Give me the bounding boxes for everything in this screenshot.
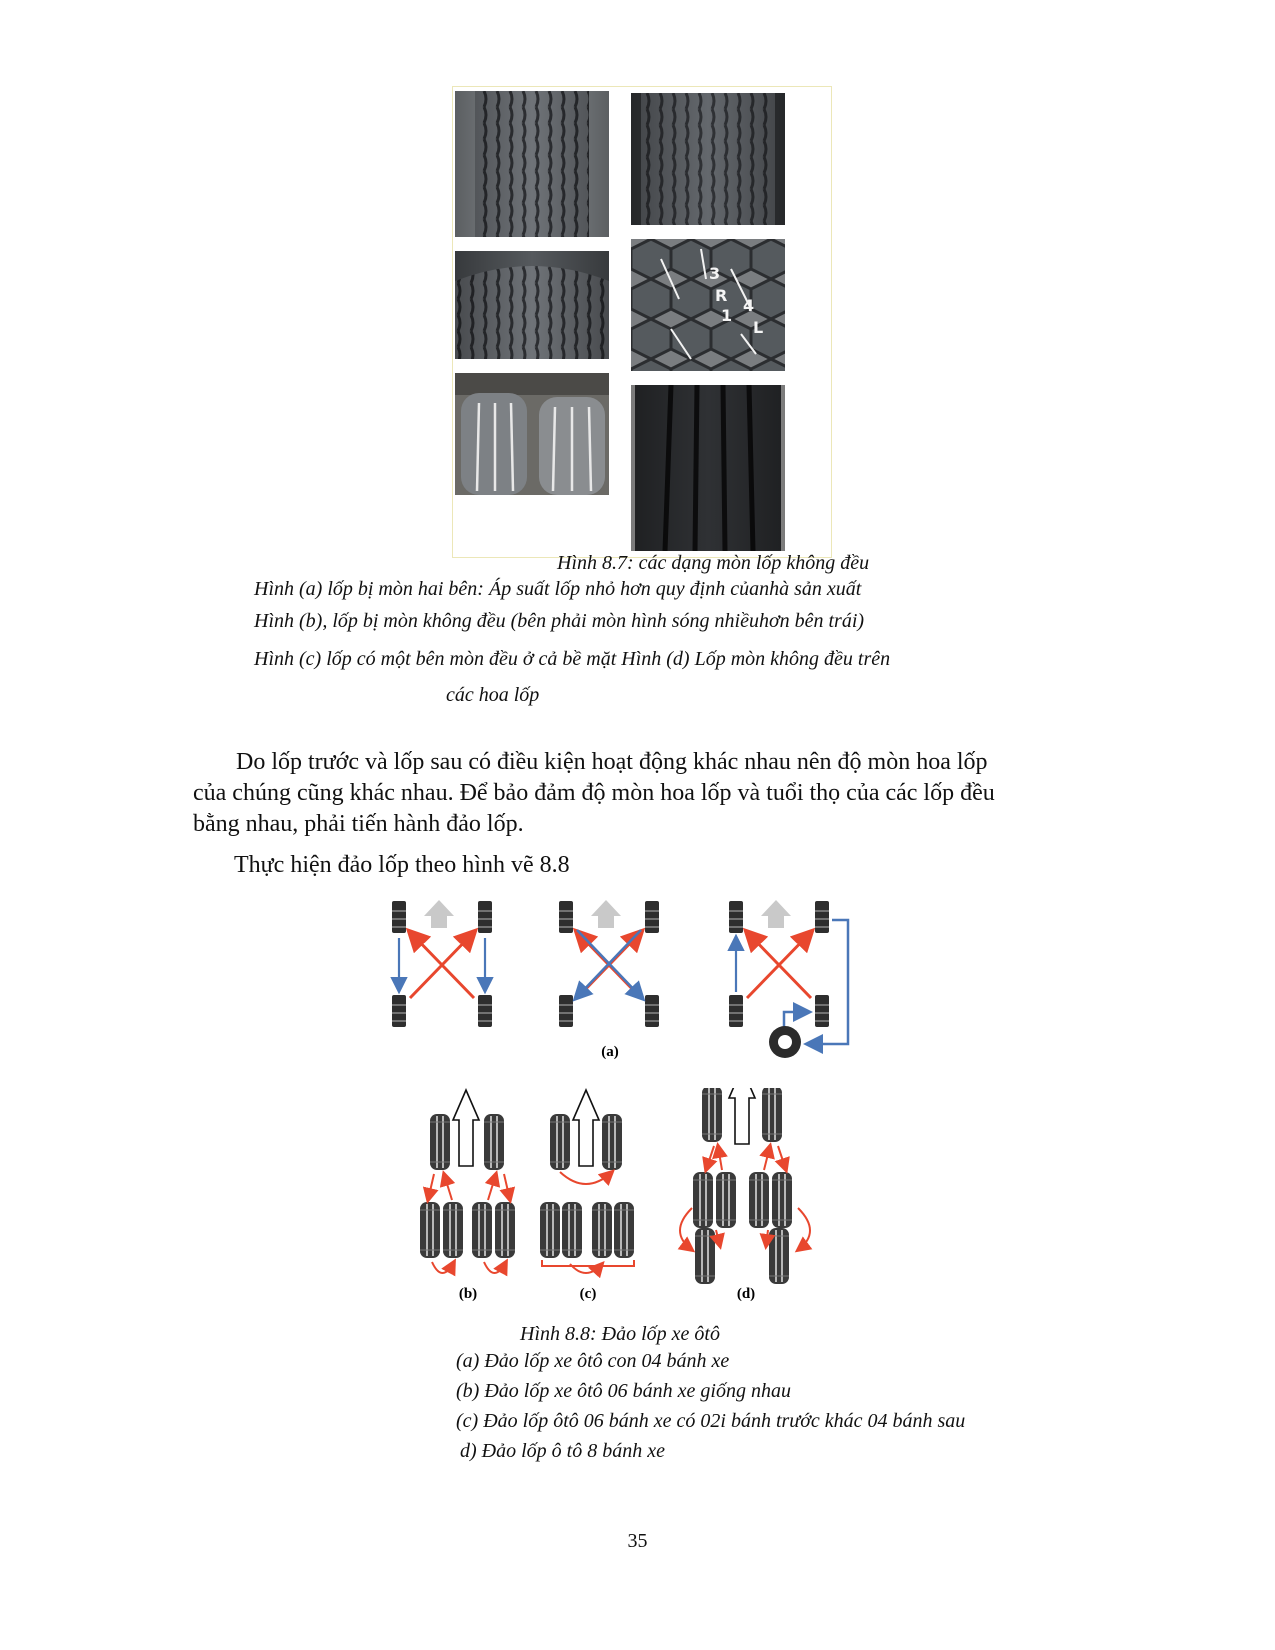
rear-tire [472, 1202, 492, 1258]
rear-tire [443, 1202, 463, 1258]
rear-tire [695, 1228, 715, 1284]
front-right-tire [478, 901, 492, 933]
figure-8-7-caption: Hình 8.7: các dạng mòn lốp không đều [557, 552, 870, 574]
tire-photo-edge-wear [455, 91, 609, 237]
mid-tire [716, 1172, 736, 1228]
front-tire [550, 1114, 570, 1170]
mid-tire [693, 1172, 713, 1228]
front-left-tire [559, 901, 573, 933]
forward-arrow [729, 1088, 755, 1144]
figure-8-8-item-a: (a) Đảo lốp xe ôtô con 04 bánh xe [456, 1350, 730, 1372]
tire-photo-one-side-wear [455, 251, 609, 359]
forward-arrow [573, 1090, 599, 1166]
figure-8-7-note-a: Hình (a) lốp bị mòn hai bên: Áp suất lốp nhỏ hơn quy định củanhà sản xuất [254, 578, 862, 600]
figure-8-8-item-b: (b) Đảo lốp xe ôtô 06 bánh xe giống nhau [456, 1380, 791, 1402]
instruction-line: Thực hiện đảo lốp theo hình vẽ 8.8 [234, 852, 570, 878]
rear-tire [769, 1228, 789, 1284]
figure-8-8-item-c: (c) Đảo lốp ôtô 06 bánh xe có 02i bánh trước khác 04 bánh sau [456, 1410, 966, 1432]
label-b: (b) [458, 1286, 478, 1302]
forward-arrow [453, 1090, 479, 1166]
front-left-tire [729, 901, 743, 933]
tire-photo-rib-wear [631, 385, 785, 551]
mid-tire [772, 1172, 792, 1228]
chalk-mark: R [715, 286, 728, 305]
rotation-pattern-with-spare [729, 900, 848, 1058]
rear-left-tire [729, 995, 743, 1027]
figure-8-7-note-c-cont: các hoa lốp [446, 684, 540, 706]
forward-arrow [591, 900, 621, 928]
rear-tire [592, 1202, 612, 1258]
label-a: (a) [601, 1044, 619, 1060]
front-left-tire [392, 901, 406, 933]
page-number: 35 [627, 1530, 648, 1552]
chalk-mark: 4 [743, 296, 755, 315]
rear-right-tire [478, 995, 492, 1027]
rear-left-tire [392, 995, 406, 1027]
label-c: (c) [579, 1286, 597, 1302]
rear-right-tire [645, 995, 659, 1027]
tire-photo-wave-wear [631, 93, 785, 225]
figure-8-7-note-b: Hình (b), lốp bị mòn không đều (bên phải mòn hình sóng nhiềuhơn bên trái) [254, 610, 865, 632]
front-tire [484, 1114, 504, 1170]
rear-tire [420, 1202, 440, 1258]
paragraph-line-2: của chúng cũng khác nhau. Để bảo đảm độ mòn hoa lốp và tuổi thọ của các lốp đều [193, 780, 995, 806]
rotation-pattern-b [420, 1090, 515, 1273]
rotation-diagram-bcd [420, 1088, 860, 1308]
rear-left-tire [559, 995, 573, 1027]
paragraph-line-3: bằng nhau, phải tiến hành đảo lốp. [193, 811, 524, 837]
rear-tire [540, 1202, 560, 1258]
label-d: (d) [736, 1286, 756, 1302]
tire-photo-dual-wheels [455, 373, 609, 495]
paragraph-line-1: Do lốp trước và lốp sau có điều kiện hoạt động khác nhau nên độ mòn hoa lốp [236, 749, 988, 775]
front-tire [702, 1088, 722, 1142]
front-right-tire [645, 901, 659, 933]
chalk-mark: 1 [721, 306, 733, 325]
rotation-pattern-x [559, 900, 659, 1027]
front-tire [430, 1114, 450, 1170]
rear-tire [562, 1202, 582, 1258]
tire-wear-photo-grid [452, 86, 832, 558]
front-tire [762, 1088, 782, 1142]
chalk-mark: 3 [709, 264, 721, 283]
front-right-tire [815, 901, 829, 933]
figure-8-8-item-d: d) Đảo lốp ô tô 8 bánh xe [460, 1440, 665, 1462]
figure-8-8-caption: Hình 8.8: Đảo lốp xe ôtô [520, 1323, 720, 1345]
forward-arrow [424, 900, 454, 928]
front-tire [602, 1114, 622, 1170]
forward-arrow [761, 900, 791, 928]
chalk-mark: L [753, 318, 764, 337]
mid-tire [749, 1172, 769, 1228]
rotation-pattern-forward-cross [392, 900, 492, 1027]
rotation-diagram-a [380, 890, 900, 1060]
rotation-pattern-d [680, 1088, 810, 1284]
rear-tire [495, 1202, 515, 1258]
rear-tire [614, 1202, 634, 1258]
rear-right-tire [815, 995, 829, 1027]
figure-8-7-note-c: Hình (c) lốp có một bên mòn đều ở cả bề mặt Hình (d) Lốp mòn không đều trên [254, 648, 891, 670]
tire-photo-block-wear [631, 239, 785, 371]
rotation-pattern-c [540, 1090, 634, 1273]
